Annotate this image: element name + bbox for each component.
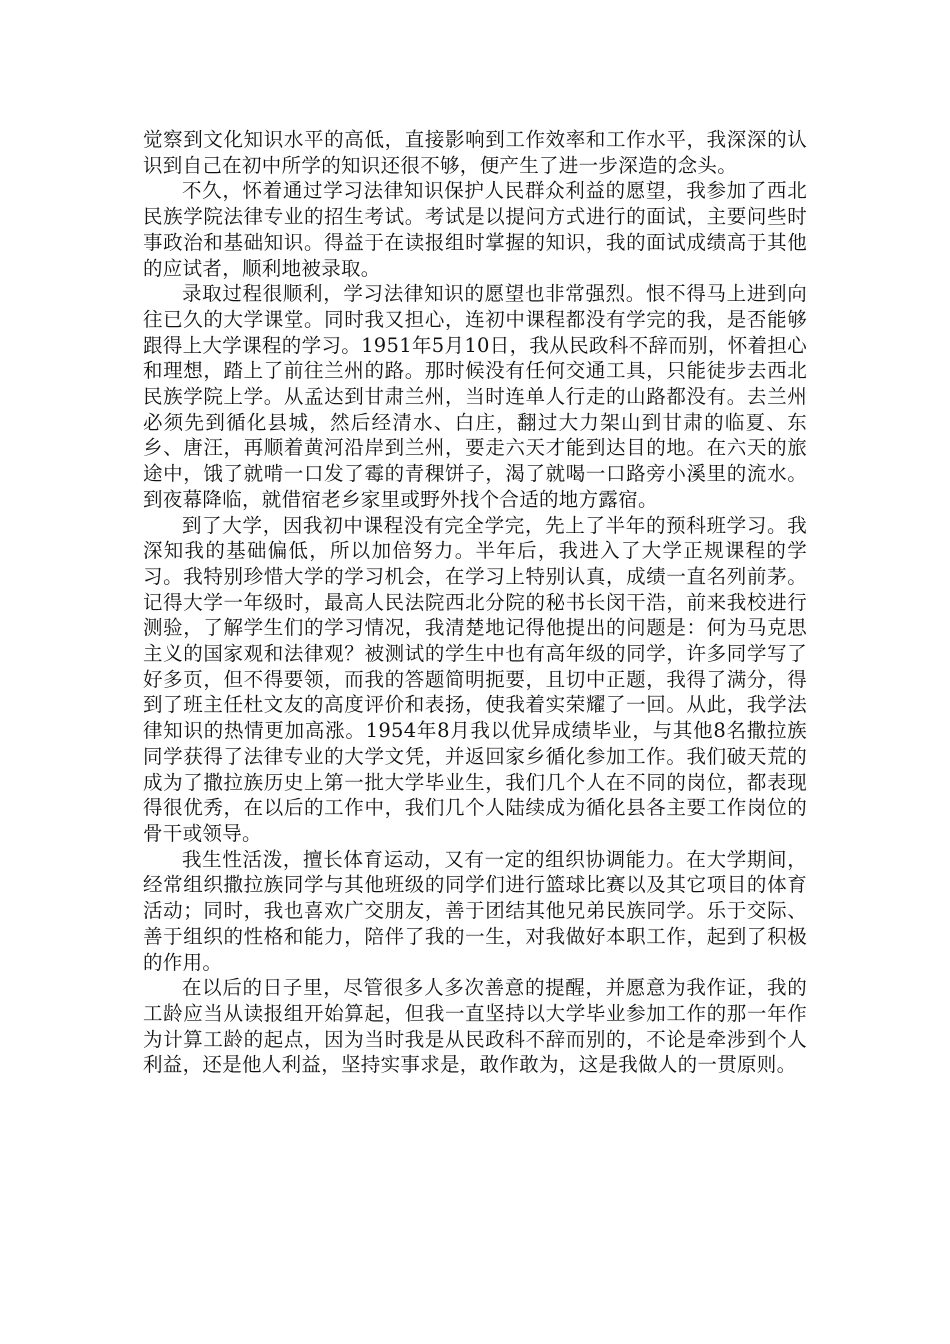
document-body bbox=[143, 127, 807, 1078]
paragraph-6: 在以后的日子里，尽管很多人多次善意的提醒，并愿意为我作证，我的工龄应当从读报组开始算起，但我一直坚持以大学毕业参加工作的那一年作为计算工龄的起点，因为当时我是从民政科不辞而别的，不论是牵涉到个人利益，还是他人利益，坚持实事求是，敢作敢为，这是我做人的一贯原则。 bbox=[143, 976, 807, 1077]
paragraph-4: 到了大学，因我初中课程没有完全学完，先上了半年的预科班学习。我深知我的基础偏低，所以加倍努力。半年后，我进入了大学正规课程的学习。我特别珍惜大学的学习机会，在学习上特别认真，成绩一直名列前茅。记得大学一年级时，最高人民法院西北分院的秘书长闵干浩，前来我校进行测验，了解学生们的学习情况，我清楚地记得他提出的问题是：何为马克思主义的国家观和法律观？被测试的学生中也有高年级的同学，许多同学写了好多页，但不得要领，而我的答题简明扼要，且切中正题，我得了满分，得到了班主任杜文友的高度评价和表扬，使我着实荣耀了一回。从此，我学法律知识的热情更加高涨。1954年8月我以优异成绩毕业，与其他8名撒拉族同学获得了法律专业的大学文凭，并返回家乡循化参加工作。我们破天荒的成为了撒拉族历史上第一批大学毕业生，我们几个人在不同的岗位，都表现得很优秀，在以后的工作中，我们几个人陆续成为循化县各主要工作岗位的骨干或领导。 bbox=[143, 513, 807, 845]
paragraph-2: 不久，怀着通过学习法律知识保护人民群众利益的愿望，我参加了西北民族学院法律专业的招生考试。考试是以提问方式进行的面试，主要问些时事政治和基础知识。得益于在读报组时掌握的知识，我的面试成绩高于其他的应试者，顺利地被录取。 bbox=[143, 179, 807, 280]
paragraph-3: 录取过程很顺利，学习法律知识的愿望也非常强烈。恨不得马上进到向往已久的大学课堂。同时我又担心，连初中课程都没有学完的我，是否能够跟得上大学课程的学习。1951年5月10日，我从民政科不辞而别，怀着担心和理想，踏上了前往兰州的路。那时候没有任何交通工具，只能徒步去西北民族学院上学。从孟达到甘肃兰州，当时连单人行走的山路都没有。去兰州必须先到循化县城，然后经清水、白庄，翻过大力架山到甘肃的临夏、东乡、唐汪，再顺着黄河沿岸到兰州，要走六天才能到达目的地。在六天的旅途中，饿了就啃一口发了霉的青稞饼子，渴了就喝一口路旁小溪里的流水。到夜幕降临，就借宿老乡家里或野外找个合适的地方露宿。 bbox=[143, 282, 807, 511]
paragraph-1: 觉察到文化知识水平的高低，直接影响到工作效率和工作水平，我深深的认识到自己在初中所学的知识还很不够，便产生了进一步深造的念头。 bbox=[143, 128, 807, 177]
paragraph-5: 我生性活泼，擅长体育运动，又有一定的组织协调能力。在大学期间，经常组织撒拉族同学与其他班级的同学们进行篮球比赛以及其它项目的体育活动；同时，我也喜欢广交朋友，善于团结其他兄弟民族同学。乐于交际、善于组织的性格和能力，陪伴了我的一生，对我做好本职工作，起到了积极的作用。 bbox=[143, 847, 807, 974]
